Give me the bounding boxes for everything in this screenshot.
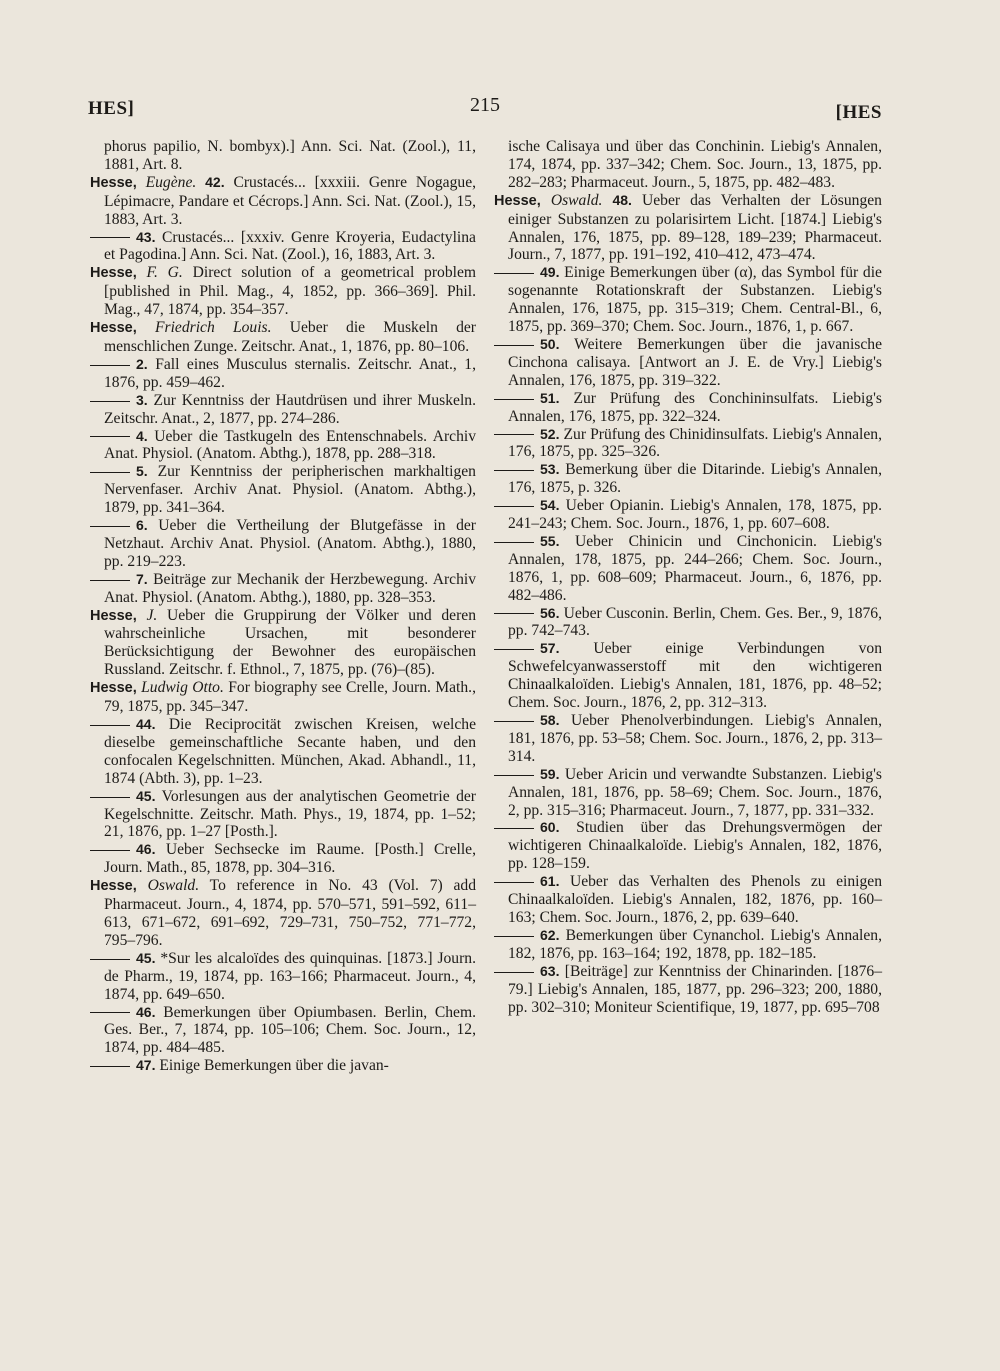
bibliography-entry (90, 841, 476, 877)
ditto-dash (494, 345, 534, 346)
left-column (90, 138, 476, 1075)
bibliography-entry (90, 229, 476, 265)
ditto-dash (494, 828, 534, 829)
author-surname: Hesse, (90, 878, 137, 895)
ditto-dash (494, 506, 534, 507)
bibliography-entry (494, 264, 882, 336)
ditto-dash (494, 882, 534, 883)
ditto-dash (494, 936, 534, 937)
running-head-right: [HES (835, 102, 882, 123)
author-given-name: Oswald. (147, 877, 200, 895)
author-given-name: F. G. (146, 264, 183, 282)
author-surname: Hesse, (90, 680, 137, 697)
entry-text: To reference in No. 43 (Vol. 7) add Pharmaceut. Journ., 4, 1874, pp. 570–571, 591–592, 611–613, 671–672, 691–692, 729–731, 750–752, 771–772, 795–796. (104, 877, 476, 949)
page-number: 215 (470, 94, 500, 116)
bibliography-entry (494, 390, 882, 426)
entry-text: Ueber das Verhalten des Phenols zu einigen Chinaalkaloïden. Liebig's Annalen, 182, 1876, pp. 160–163; Chem. Soc. Journ., 1876, 2, pp. 639–640. (508, 873, 882, 926)
bibliography-entry (494, 819, 882, 873)
entry-text: Direct solution of a geometrical problem [published in Phil. Mag., 4, 1852, pp. 366–369]. Phil. Mag., 47, 1874, pp. 354–357. (104, 264, 476, 319)
entry-text: Ueber einige Verbindungen von Schwefelcyanwasserstoff mit den wichtigeren Chinaalkaloïden. Liebig's Annalen, 181, 1876, pp. 48–52; Chem. Soc. Journ., 1876, 2, pp. 312–313. (508, 640, 882, 712)
entry-number: 50. (540, 335, 560, 352)
bibliography-entry (90, 877, 476, 950)
bibliography-entry (90, 392, 476, 428)
entry-text: Ueber Chinicin und Cinchonicin. Liebig's Annalen, 178, 1875, pp. 244–266; Chem. Soc. Journ., 1876, 1, pp. 608–609; Pharmaceut. Journ., 6, 1876, pp. 482–486. (508, 532, 882, 604)
entry-number: 51. (540, 389, 560, 406)
ditto-dash (90, 526, 130, 527)
entry-number: 63. (540, 962, 560, 979)
ditto-dash (90, 472, 130, 473)
entry-text: [Beiträge] zur Kenntniss der Chinarinden. [1876–79.] Liebig's Annalen, 185, 1877, pp. 296–323; 200, 1880, pp. 302–310; Moniteur Scientifique, 19, 1877, pp. 695–708 (508, 962, 882, 1016)
entry-text: Einige Bemerkungen über (α), das Symbol für die sogenannte Rotationskraft der Substanzen. Liebig's Annalen, 176, 1875, pp. 315–319; Chem. Central-Bl., 6, 1875, pp. 369–370; Chem. Soc. Journ., 1876, 1, p. 667. (508, 264, 882, 336)
entry-number: 48. (612, 191, 632, 208)
running-head-left: HES] (88, 98, 135, 119)
entry-number: 53. (540, 461, 560, 478)
entry-number: 43. (136, 228, 156, 245)
ditto-dash (90, 959, 130, 960)
entry-text: Ueber Aricin und verwandte Substanzen. Liebig's Annalen, 181, 1876, pp. 58–69; Chem. Soc. Journ., 1876, 2, pp. 315–316; Pharmaceut. Journ., 7, 1877, pp. 331–332. (508, 765, 882, 819)
entry-text: Zur Prüfung des Conchininsulfats. Liebig's Annalen, 176, 1875, pp. 322–324. (508, 389, 882, 425)
entry-text: ische Calisaya und über das Conchinin. Liebig's Annalen, 174, 1874, pp. 337–342; Chem. Soc. Journ., 13, 1875, pp. 282–283; Pharmaceut. Journ., 5, 1875, pp. 482–483. (508, 138, 882, 191)
bibliography-entry (90, 788, 476, 842)
entry-text: Ueber Phenolverbindungen. Liebig's Annalen, 181, 1876, pp. 53–58; Chem. Soc. Journ., 1876, 2, pp. 313–314. (508, 712, 882, 765)
entry-number: 52. (540, 425, 560, 442)
entry-text: Beiträge zur Mechanik der Herzbewegung. Archiv Anat. Physiol. (Anatom. Abthg.), 1880, pp. 328–353. (104, 570, 476, 606)
bibliography-entry (90, 571, 476, 607)
author-surname: Hesse, (494, 192, 541, 209)
entry-text: *Sur les alcaloïdes des quinquinas. [1873.] Journ. de Pharm., 19, 1874, pp. 163–166; Pharmaceut. Journ., 4, 1874, pp. 649–650. (104, 949, 476, 1003)
bibliography-entry (494, 712, 882, 766)
author-given-name: Friedrich Louis. (154, 319, 272, 337)
entry-text: Bemerkungen über Cynanchol. Liebig's Annalen, 182, 1876, pp. 163–164; 192, 1878, pp. 182–185. (508, 926, 882, 962)
entry-text: Crustacés... [xxxiv. Genre Kroyeria, Eudactylina et Pagodina.] Ann. Sci. Nat. (Zool.), 16, 1883, Art. 3. (104, 228, 476, 264)
author-given-name: Oswald. (550, 191, 603, 209)
entry-number: 57. (540, 640, 560, 657)
ditto-dash (90, 725, 130, 726)
entry-number: 46. (136, 841, 156, 858)
entry-text: Crustacés... [xxxiii. Genre Nogague, Lépimacre, Pandare et Cécrops.] Ann. Sci. Nat. (Zool.), 15, 1883, Art. 3. (104, 173, 477, 228)
entry-number: 60. (540, 819, 560, 836)
bibliography-entry (90, 517, 476, 571)
bibliography-entry (494, 461, 882, 497)
entry-number: 5. (136, 463, 148, 480)
bibliography-entry (494, 426, 882, 462)
bibliography-entry (90, 1004, 476, 1058)
bibliography-entry (90, 319, 476, 356)
ditto-dash (90, 401, 130, 402)
entry-number: 3. (136, 391, 148, 408)
entry-number: 2. (136, 355, 148, 372)
bibliography-entry (90, 174, 476, 229)
author-given-name: J. (146, 606, 158, 624)
ditto-dash (90, 436, 130, 437)
entry-text: Ueber die Muskeln der menschlichen Zunge. Zeitschr. Anat., 1, 1876, pp. 80–106. (104, 319, 477, 355)
entry-number: 44. (136, 716, 156, 732)
bibliography-entry (494, 192, 882, 265)
ditto-dash (494, 273, 534, 274)
bibliography-entry (90, 1057, 476, 1075)
bibliography-entry (90, 679, 476, 716)
entry-number: 7. (136, 570, 148, 587)
entry-text: Bemerkungen über Opiumbasen. Berlin, Chem. Ges. Ber., 7, 1874, pp. 105–106; Chem. Soc. Journ., 12, 1874, pp. 484–485. (104, 1003, 477, 1057)
entry-number: 4. (136, 427, 148, 444)
entry-number: 54. (540, 497, 560, 514)
entry-text: Ueber Cusconin. Berlin, Chem. Ges. Ber., 9, 1876, pp. 742–743. (508, 604, 882, 640)
author-surname: Hesse, (90, 320, 137, 337)
bibliography-entry (90, 264, 476, 319)
entry-text: Zur Kenntniss der peripherischen markhaltigen Nervenfaser. Archiv Anat. Physiol. (Anatom. Abthg.), 1879, pp. 341–364. (104, 463, 476, 517)
author-given-name: Ludwig Otto. (141, 679, 224, 697)
bibliography-entry (494, 640, 882, 712)
entry-number: 59. (540, 765, 560, 782)
ditto-dash (494, 972, 534, 973)
entry-number: 42. (205, 173, 225, 190)
ditto-dash (90, 797, 130, 798)
bibliography-entry (90, 607, 476, 680)
ditto-dash (494, 775, 534, 776)
bibliography-entry (90, 716, 476, 788)
ditto-dash (90, 1012, 130, 1013)
entry-text: Die Reciprocität zwischen Kreisen, welche dieselbe gemeinschaftliche Secante haben, und den confocalen Kegelschnitten. München, Akad. Abhandl., 11, 1874 (Abth. 3), pp. 1–23. (104, 716, 476, 787)
entry-number: 6. (136, 517, 148, 534)
entry-number: 61. (540, 873, 560, 890)
ditto-dash (494, 542, 534, 543)
entry-text: phorus papilio, N. bombyx).] Ann. Sci. Nat. (Zool.), 11, 1881, Art. 8. (104, 138, 476, 173)
entry-text: Einige Bemerkungen über die javan- (159, 1057, 389, 1075)
bibliography-entry (494, 605, 882, 641)
bibliography-entry (494, 766, 882, 820)
bibliography-entry (90, 428, 476, 464)
bibliography-entry (494, 533, 882, 605)
bibliography-entry (494, 497, 882, 533)
bibliography-entry (494, 963, 882, 1017)
entry-number: 56. (540, 604, 560, 621)
bibliography-entry (494, 138, 882, 192)
entry-text: Ueber die Gruppirung der Völker und deren wahrscheinliche Ursachen, mit besonderer Berücksichtigung der Bewohner des europäischen Russland. Zeitschr. f. Ethnol., 7, 1875, pp. (76)–(85). (104, 606, 477, 679)
page-header (88, 94, 882, 124)
entry-text: Ueber die Vertheilung der Blutgefässe in der Netzhaut. Archiv Anat. Physiol. (Anatom. Abthg.), 1880, pp. 219–223. (104, 517, 476, 570)
ditto-dash (90, 237, 130, 238)
bibliography-entry (90, 138, 476, 174)
ditto-dash (494, 721, 534, 722)
ditto-dash (494, 434, 534, 435)
entry-text: Zur Prüfung des Chinidinsulfats. Liebig's Annalen, 176, 1875, pp. 325–326. (508, 425, 882, 461)
author-given-name: Eugène. (145, 173, 197, 191)
bibliography-entry (494, 873, 882, 927)
right-column (494, 138, 882, 1016)
entry-text: Fall eines Musculus sternalis. Zeitschr. Anat., 1, 1876, pp. 459–462. (104, 355, 476, 391)
ditto-dash (494, 649, 534, 650)
entry-text: Bemerkung über die Ditarinde. Liebig's Annalen, 176, 1875, p. 326. (508, 461, 882, 497)
entry-number: 45. (136, 949, 156, 966)
entry-number: 45. (136, 787, 156, 804)
author-surname: Hesse, (90, 607, 137, 624)
ditto-dash (90, 580, 130, 581)
bibliography-entry (90, 356, 476, 392)
ditto-dash (90, 850, 130, 851)
ditto-dash (90, 1066, 130, 1067)
entry-number: 58. (540, 712, 560, 728)
entry-number: 55. (540, 532, 560, 549)
entry-text: For biography see Crelle, Journ. Math., 79, 1875, pp. 345–347. (104, 679, 476, 716)
entry-text: Ueber das Verhalten der Lösungen einiger Substanzen zu polarisirtem Licht. [1874.] Liebig's Annalen, 176, 1875, pp. 89–128, 189–239; Pharmaceut. Journ., 7, 1877, pp. 191–192, 410–412, 473–474. (508, 191, 882, 264)
author-surname: Hesse, (90, 174, 137, 191)
ditto-dash (494, 613, 534, 614)
ditto-dash (494, 470, 534, 471)
entry-text: Ueber Sechsecke im Raume. [Posth.] Crelle, Journ. Math., 85, 1878, pp. 304–316. (104, 841, 476, 877)
ditto-dash (494, 399, 534, 400)
bibliography-entry (90, 463, 476, 517)
entry-number: 49. (540, 264, 560, 281)
author-surname: Hesse, (90, 265, 137, 282)
entry-number: 46. (136, 1003, 156, 1020)
entry-text: Vorlesungen aus der analytischen Geometrie der Kegelschnitte. Zeitschr. Math. Phys., 19, 1874, pp. 1–52; 21, 1876, pp. 1–27 [Posth.]. (104, 787, 476, 841)
entry-number: 47. (136, 1057, 156, 1074)
bibliography-entry (90, 950, 476, 1004)
entry-text: Studien über das Drehungsvermögen der wichtigeren Chinaalkaloïde. Liebig's Annalen, 182, 1876, pp. 128–159. (508, 819, 882, 873)
bibliography-entry (494, 336, 882, 390)
entry-text: Weitere Bemerkungen über die javanische Cinchona calisaya. [Antwort an J. E. de Vry.] Liebig's Annalen, 176, 1875, pp. 319–322. (508, 335, 882, 389)
entry-text: Zur Kenntniss der Hautdrüsen und ihrer Muskeln. Zeitschr. Anat., 2, 1877, pp. 274–286. (104, 391, 476, 427)
ditto-dash (90, 365, 130, 366)
entry-text: Ueber die Tastkugeln des Entenschnabels. Archiv Anat. Physiol. (Anatom. Abthg.), 1878, pp. 288–318. (104, 427, 476, 463)
entry-number: 62. (540, 926, 560, 943)
bibliography-entry (494, 927, 882, 963)
entry-text: Ueber Opianin. Liebig's Annalen, 178, 1875, pp. 241–243; Chem. Soc. Journ., 1876, 1, pp. 607–608. (508, 497, 882, 533)
